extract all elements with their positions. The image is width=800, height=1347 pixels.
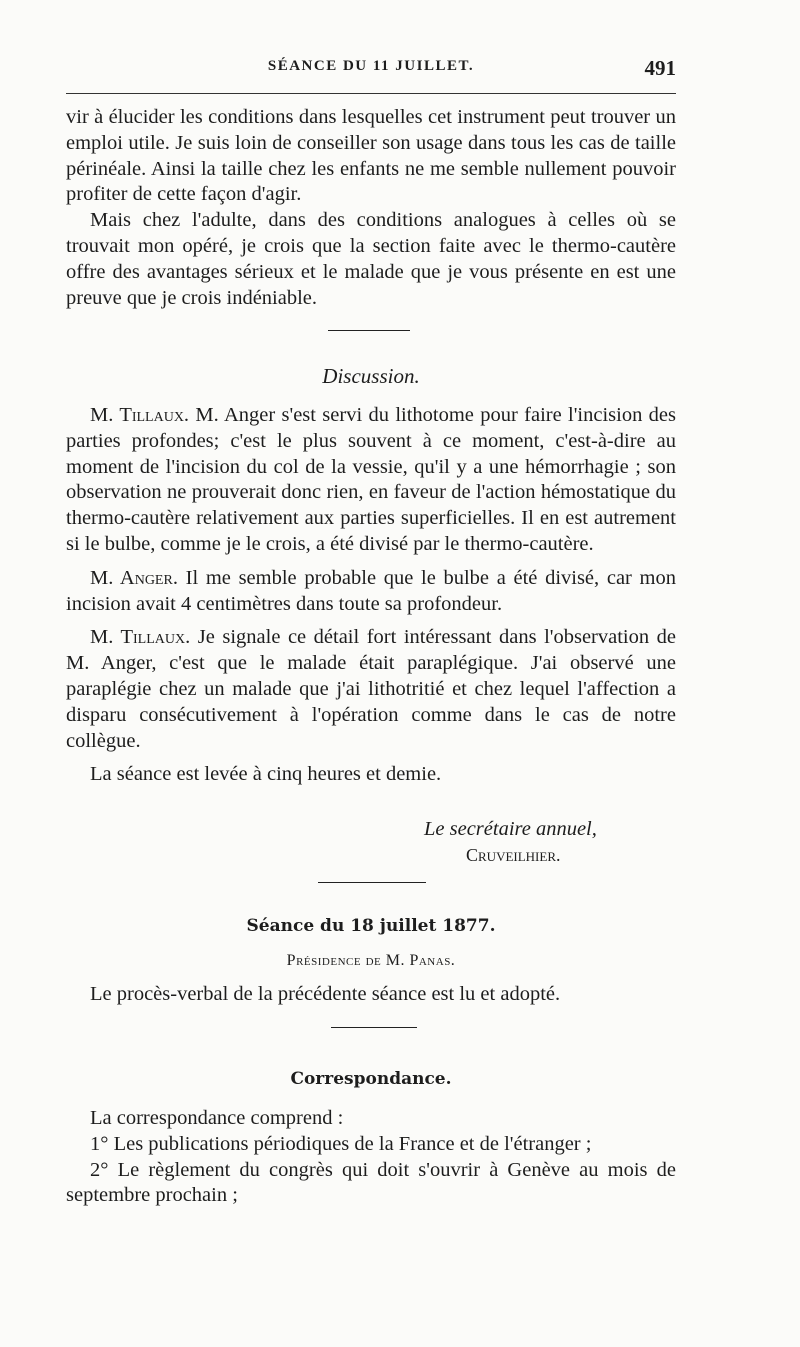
speaker-name: M. Tillaux. [90, 404, 190, 426]
section-divider [328, 330, 410, 331]
proces-verbal-text [66, 982, 676, 1008]
signature-title: Le secrétaire annuel, [424, 818, 597, 840]
correspondance-item-1: 1° Les publications périodiques de la France et de l'étranger ; [90, 1132, 592, 1155]
signature-name: Cruveilhier. [466, 845, 561, 865]
seance-title: Séance du 18 juillet 1877. [246, 916, 496, 936]
header-divider [66, 93, 676, 94]
running-head [66, 58, 676, 86]
speaker-name: M. Tillaux. [90, 626, 191, 649]
presidence-line: Présidence de M. Panas. [286, 952, 456, 969]
correspondance-intro: La correspondance comprend : [90, 1107, 344, 1129]
closing-line: La séance est levée à cinq heures et demie. [90, 763, 442, 786]
intro-paragraph-1: vir à élucider les conditions dans lesquelles cet instrument peut trouver un emploi utile. Je suis loin de conseiller son usage dans tous les cas de taille périnéale. Ainsi la taille chez les enfants ne me semble nullement pouvoir profiter de cette façon d'agir. [66, 106, 676, 206]
running-title: SÉANCE DU 11 JUILLET. [267, 58, 475, 74]
page-number: 491 [644, 56, 676, 80]
discussion-exchange-1 [66, 403, 676, 558]
speaker-name: M. Anger. [90, 566, 178, 589]
speaker-remark: Je signale ce détail fort intéressant dans l'observation de M. Anger, c'est que le malade était paraplégique. J'ai observé une paraplégie chez un malade que j'ai lithotritié et chez lequel l'affection a disparu consécutivement à l'opération comme dans le cas de notre collègue. [66, 626, 676, 752]
proces-verbal-line: Le procès-verbal de la précédente séance est lu et adopté. [90, 983, 561, 1005]
correspondance-item-2: 2° Le règlement du congrès qui doit s'ouvrir à Genève au mois de septembre prochain ; [66, 1158, 676, 1207]
speaker-remark: M. Anger s'est servi du lithotome pour faire l'incision des parties profondes; c'est le plus souvent à ce moment, c'est-à-dire au moment de l'incision du col de la vessie, qu'il y a une hémorrhagie ; son observation ne prouverait donc rien, en faveur de l'action hémostatique du thermo-cautère relativement aux parties superficielles. Il en est autrement si le bulbe, comme je le crois, a été divisé par le thermo-cautère. [66, 404, 676, 555]
discussion-text [66, 403, 676, 788]
discussion-heading: Discussion. [322, 364, 420, 388]
section-divider [331, 1027, 417, 1028]
intro-paragraph-2: Mais chez l'adulte, dans des conditions analogues à celles où se trouvait mon opéré, je crois que la section faite avec le thermo-cautère offre des avantages sérieux et le malade que je vous présente en est une preuve que je crois indéniable. [66, 209, 676, 309]
correspondance-heading: Correspondance. [290, 1069, 452, 1089]
discussion-exchange-2 [66, 566, 676, 618]
correspondance-text [66, 1106, 676, 1209]
discussion-exchange-3 [66, 625, 676, 754]
intro-text [66, 105, 676, 311]
section-divider [318, 882, 426, 883]
speaker-remark: Il me semble probable que le bulbe a été divisé, car mon incision avait 4 centimètres dans toute sa profondeur. [66, 566, 676, 615]
